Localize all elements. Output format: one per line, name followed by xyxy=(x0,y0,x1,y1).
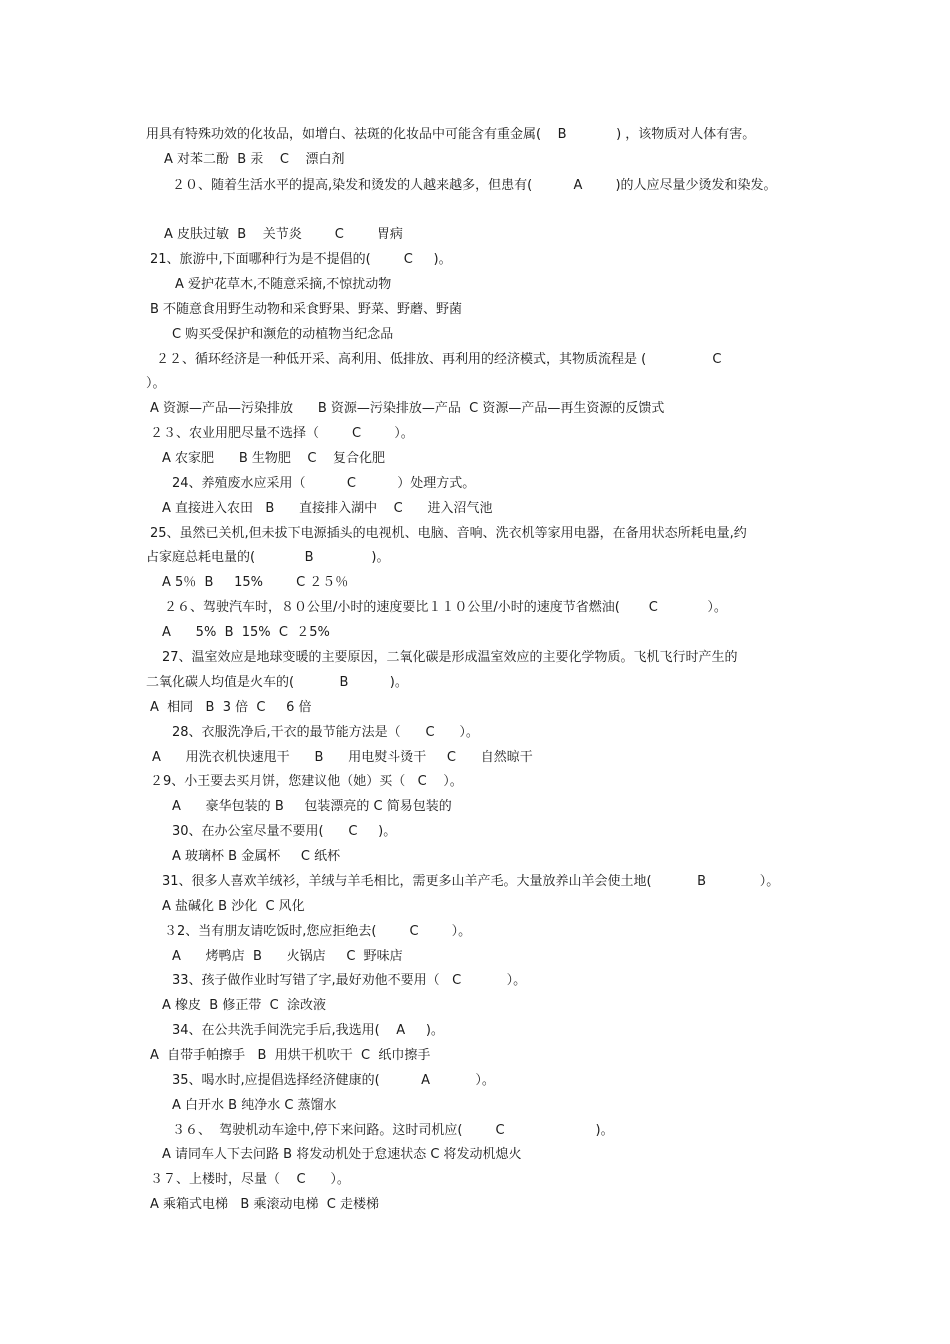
question-21-option-c: C 购买受保护和濒危的动植物当纪念品 xyxy=(172,327,394,342)
question-34-options: A 自带手帕擦手 B 用烘干机吹干 C 纸巾擦手 xyxy=(150,1048,431,1063)
question-36-stem: ３６、 驾驶机动车途中,停下来问路。这时司机应( C )。 xyxy=(172,1123,614,1138)
question-20-options: A 皮肤过敏 B 关节炎 C 胃病 xyxy=(164,227,403,242)
question-28-options: A 用洗衣机快速甩干 B 用电熨斗烫干 C 自然晾干 xyxy=(152,750,533,765)
question-30-stem: 30、在办公室尽量不要用( C )。 xyxy=(172,824,397,839)
question-28-stem: 28、衣服洗净后,干衣的最节能方法是（ C ）。 xyxy=(172,725,479,740)
question-33-stem: 33、孩子做作业时写错了字,最好劝他不要用（ C ）。 xyxy=(172,973,527,988)
question-21-option-b: B 不随意食用野生动物和采食野果、野菜、野蘑、野菌 xyxy=(150,302,463,317)
question-31-options: A 盐碱化 B 沙化 C 风化 xyxy=(162,899,305,914)
question-32-options: A 烤鸭店 B 火锅店 C 野味店 xyxy=(172,949,403,964)
question-27-stem: 27、温室效应是地球变暖的主要原因，二氧化碳是形成温室效应的主要化学物质。飞机飞行时产生的 xyxy=(162,650,738,665)
question-26-options: A 5% B 15% C ２5% xyxy=(162,625,330,640)
question-25-options: A 5％ B 15% C ２５％ xyxy=(162,575,349,590)
question-22-stem-end: ）。 xyxy=(146,376,166,391)
question-35-options: A 白开水 B 纯净水 C 蒸馏水 xyxy=(172,1098,337,1113)
question-34-stem: 34、在公共洗手间洗完手后,我选用( A )。 xyxy=(172,1023,444,1038)
question-31-stem: 31、很多人喜欢羊绒衫，羊绒与羊毛相比，需更多山羊产毛。大量放养山羊会使土地( B ）。 xyxy=(162,874,780,889)
question-35-stem: 35、喝水时,应提倡选择经济健康的( A ）。 xyxy=(172,1073,495,1088)
question-29-options: A 豪华包装的 B 包装漂亮的 C 简易包装的 xyxy=(172,799,452,814)
question-19-stem-tail: 用具有特殊功效的化妆品，如增白、祛斑的化妆品中可能含有重金属( B ) ，该物质对人体有害。 xyxy=(146,127,756,142)
question-37-stem: ３７、上楼时，尽量（ C ）。 xyxy=(150,1172,350,1187)
question-27-stem-end: 二氧化碳人均值是火车的( B )。 xyxy=(146,675,408,690)
question-37-options: A 乘箱式电梯 B 乘滚动电梯 C 走楼梯 xyxy=(150,1197,379,1212)
question-20-stem: ２０、随着生活水平的提高,染发和烫发的人越来越多，但患有( A )的人应尽量少烫发和染发。 xyxy=(172,178,777,193)
question-22-stem: ２２、循环经济是一种低开采、高利用、低排放、再利用的经济模式，其物质流程是 ( C xyxy=(156,352,722,367)
question-19-options: A 对苯二酚 B 汞 C 漂白剂 xyxy=(164,152,345,167)
question-23-options: A 农家肥 B 生物肥 C 复合化肥 xyxy=(162,451,386,466)
question-27-options: A 相同 B 3 倍 C 6 倍 xyxy=(150,700,312,715)
question-23-stem: ２３、农业用肥尽量不选择（ C ）。 xyxy=(150,426,414,441)
question-33-options: A 橡皮 B 修正带 C 涂改液 xyxy=(162,998,326,1013)
question-25-stem-end: 占家庭总耗电量的( B )。 xyxy=(146,550,390,565)
question-29-stem: ２9、小王要去买月饼，您建议他（她）买（ C ）。 xyxy=(150,774,463,789)
question-26-stem: ２６、驾驶汽车时，８０公里/小时的速度要比１１０公里/小时的速度节省燃油( C ）。 xyxy=(164,600,727,615)
question-21-option-a: A 爱护花草木,不随意采摘,不惊扰动物 xyxy=(175,277,392,292)
question-32-stem: ３2、当有朋友请吃饭时,您应拒绝去( C ）。 xyxy=(164,924,472,939)
question-22-options: A 资源—产品—污染排放 B 资源—污染排放—产品 C 资源—产品—再生资源的反馈式 xyxy=(150,401,665,416)
question-25-stem: 25、虽然已关机,但未拔下电源插头的电视机、电脑、音响、洗衣机等家用电器，在备用状态所耗电量,约 xyxy=(150,526,747,541)
question-21-stem: 21、旅游中,下面哪种行为是不提倡的( C )。 xyxy=(150,252,452,267)
question-24-options: A 直接进入农田 B 直接排入湖中 C 进入沼气池 xyxy=(162,501,493,516)
question-36-options: A 请同车人下去问路 B 将发动机处于怠速状态 C 将发动机熄火 xyxy=(162,1147,522,1162)
question-30-options: A 玻璃杯 B 金属杯 C 纸杯 xyxy=(172,849,341,864)
question-24-stem: 24、养殖废水应采用（ C ）处理方式。 xyxy=(172,476,476,491)
